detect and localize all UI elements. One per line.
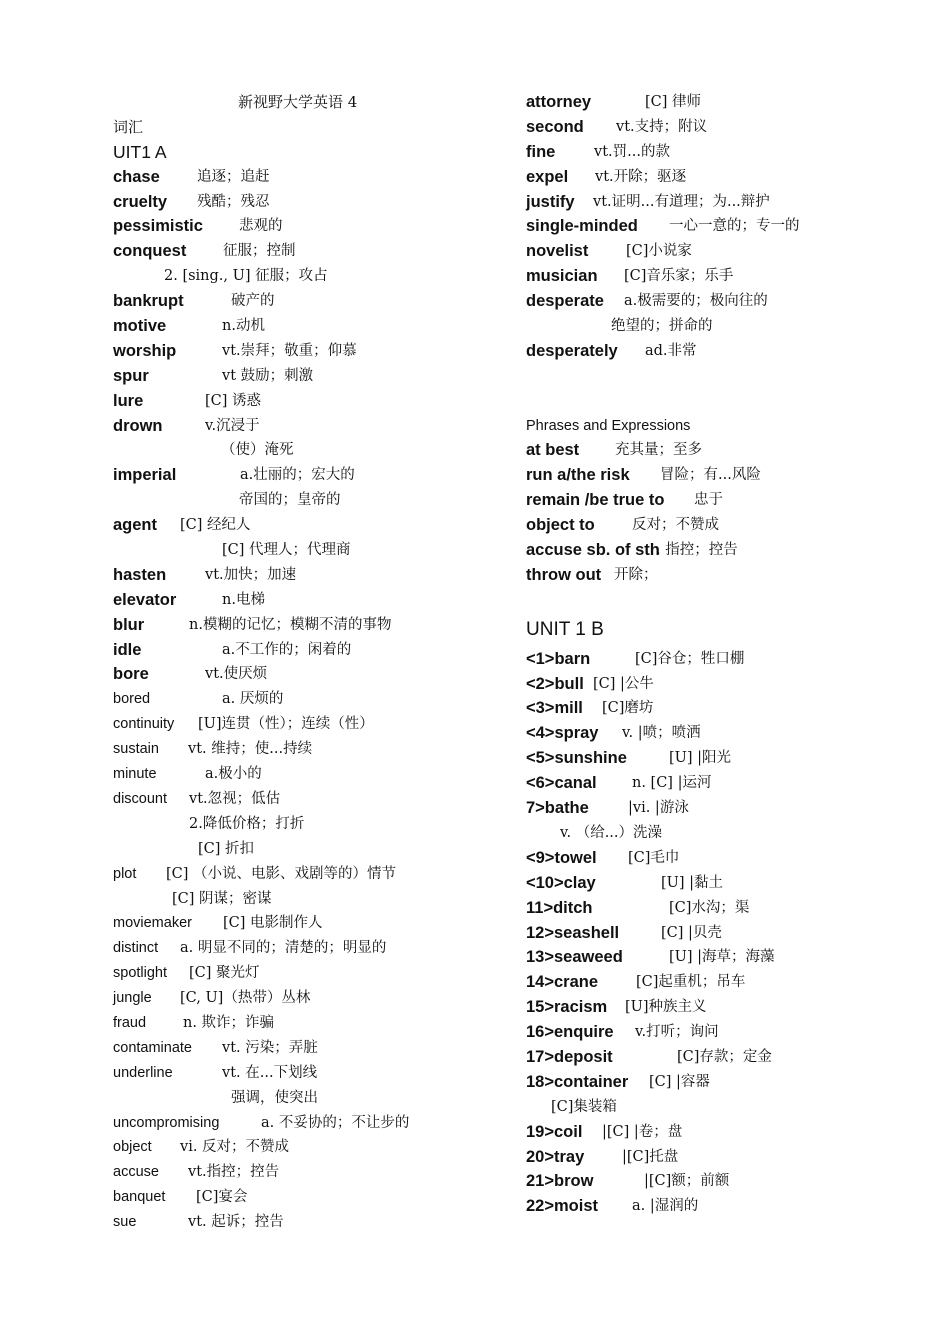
phrase-text: accuse sb. of sth [526,541,660,560]
entry-word: 13>seaweed [526,948,623,967]
entry-word: agent [113,516,158,535]
vocab-entry [113,214,493,239]
vocab-entry [113,762,493,787]
phrase-text: remain /be true to [526,491,665,510]
entry-word: distinct [113,940,159,957]
unit-label: UNIT 1 B [526,618,604,640]
entry-word: novelist [526,242,589,261]
unit-label: UIT1 A [113,141,167,162]
vocab-entry [526,846,926,871]
right-column [526,90,926,1219]
entry-definition: 悲观的 [239,218,283,235]
vocab-entry [113,389,493,414]
entry-word: <2>bull [526,674,584,693]
entry-definition: a. |湿润的 [632,1198,699,1215]
entry-definition: [C]宴会 [196,1189,248,1206]
entry-word: conquest [113,242,187,261]
vocab-entry [113,662,493,687]
entry-definition: vt.罚...的款 [594,143,670,160]
entry-word: object [113,1139,152,1156]
vocab-entry [526,1095,926,1120]
entry-definition: a.不工作的；闲着的 [222,641,352,658]
entry-definition: 绝望的；拼命的 [611,318,713,335]
entry-definition: vt. 起诉；控告 [188,1214,284,1231]
phrase-text: object to [526,516,595,535]
vocab-entry [113,712,493,737]
phrase-text: run a/the risk [526,466,630,485]
entry-definition: [U] |黏土 [661,874,724,891]
phrase-entry [526,538,926,563]
entry-word: fine [526,142,556,161]
vocab-entry [526,995,926,1020]
vocab-entry [526,647,926,672]
vocab-entry [526,239,926,264]
left-column [113,90,493,1235]
entry-word: underline [113,1064,173,1081]
vocab-entry [526,190,926,215]
entry-definition: [C]谷仓；牲口棚 [635,650,745,667]
entry-definition: ad.非常 [645,342,697,359]
entry-word: <4>spray [526,724,599,743]
entry-word: desperately [526,341,618,360]
entry-word: 14>crane [526,973,599,992]
entry-definition: [C] |公牛 [593,675,654,692]
entry-definition: [C] 律师 [645,94,702,110]
vocab-entry [113,1210,493,1235]
vocab-entry [113,812,493,837]
vocab-entry [113,438,493,463]
phrase-entry [526,488,926,513]
vocab-entry [113,1061,493,1086]
entry-definition: 征服；控制 [223,243,296,260]
phrase-entry [526,563,926,588]
entry-definition: n. [C] |运河 [632,775,712,792]
vocab-entry [526,339,926,364]
entry-definition: vt.指控；控告 [188,1164,280,1181]
entry-word: second [526,117,584,136]
vocab-entry [113,737,493,762]
entry-definition: vt.使厌烦 [205,666,268,683]
entry-word: spur [113,366,149,385]
entry-word: cruelty [113,192,168,211]
vocab-entry [113,414,493,439]
entry-definition: v.打听；询问 [635,1024,719,1041]
entry-word: sue [113,1214,137,1231]
entry-definition: 追逐；追赶 [197,168,270,185]
unit-heading [526,613,926,647]
entry-definition: v. （给...）洗澡 [560,824,663,841]
entry-definition: vi. 反对；不赞成 [180,1139,290,1156]
entry-definition: n. 欺诈；诈骗 [183,1014,275,1031]
entry-definition: [C]存款；定金 [677,1048,772,1065]
vocab-entry [113,190,493,215]
vocab-entry [526,896,926,921]
entry-word: chase [113,167,160,186]
entry-definition: [U] |海草；海藻 [669,949,775,966]
entry-word: motive [113,317,167,336]
spacer-line [113,90,493,115]
vocab-entry [113,588,493,613]
entry-word: justify [526,192,575,211]
entry-definition: vt. 维持；使...持续 [188,741,313,758]
vocab-entry [113,1185,493,1210]
vocab-entry [113,364,493,389]
vocab-entry [526,970,926,995]
vocab-entry [113,1135,493,1160]
entry-word: jungle [113,990,152,1007]
entry-definition: [C]起重机；吊车 [636,974,746,991]
entry-definition: vt. 在...下划线 [222,1064,318,1081]
phrases-heading [526,414,926,439]
vocab-entry [526,746,926,771]
vocab-entry [113,1111,493,1136]
vocab-entry [526,115,926,140]
entry-definition: [C] 诱惑 [205,392,262,409]
entry-word: elevator [113,590,177,609]
vocab-entry [526,921,926,946]
vocab-entry [526,140,926,165]
entry-definition: vt.崇拜；敬重；仰慕 [222,342,357,359]
vocab-entry [526,1120,926,1145]
page-title: 新视野大学英语 4 [238,93,358,111]
vocab-entry [526,165,926,190]
entry-definition: [C] |贝壳 [661,924,722,941]
entry-word: minute [113,766,157,783]
entry-word: worship [113,341,177,360]
vocab-entry [113,513,493,538]
entry-word: expel [526,167,569,186]
entry-definition: a. 明显不同的；清楚的；明显的 [180,940,387,957]
entry-definition: |[C] |卷；盘 [602,1123,683,1140]
entry-word: <6>canal [526,774,597,793]
entry-word: 17>deposit [526,1047,613,1066]
entry-definition: [C] 折扣 [198,840,255,857]
entry-definition: [C]小说家 [626,243,692,260]
entry-word: bankrupt [113,292,184,311]
vocab-entry [526,721,926,746]
vocab-entry [526,871,926,896]
vocab-entry [113,463,493,488]
entry-word: <1>barn [526,649,591,668]
entry-word: 21>brow [526,1172,594,1191]
phrase-definition: 反对；不赞成 [632,517,719,534]
entry-word: bore [113,665,149,684]
phrase-text: throw out [526,565,602,584]
vocab-entry [113,638,493,663]
vocab-entry [113,911,493,936]
entry-word: blur [113,615,145,634]
vocab-entry [113,1086,493,1111]
entry-word: <3>mill [526,699,583,718]
vocab-entry [526,771,926,796]
entry-word: plot [113,865,137,882]
vocab-entry [526,1070,926,1095]
vocab-entry [526,821,926,846]
entry-word: desperate [526,292,604,311]
entry-word: <10>clay [526,873,596,892]
entry-definition: |[C]额；前额 [644,1173,730,1190]
section-heading [113,115,493,140]
phrase-definition: 充其量；至多 [615,442,702,459]
entry-definition: n.模糊的记忆；模糊不清的事物 [189,616,392,633]
entry-word: idle [113,640,142,659]
entry-definition: a. 厌烦的 [222,691,284,708]
vocab-entry [113,887,493,912]
entry-definition: 2.降低价格；打折 [189,815,305,832]
vocab-entry [526,696,926,721]
entry-word: sustain [113,741,159,758]
vocab-entry [113,339,493,364]
entry-definition: 2. [sing., U] 征服；攻占 [164,268,328,285]
vocab-entry [113,289,493,314]
vocab-entry [113,613,493,638]
vocab-entry [113,862,493,887]
entry-definition: vt 鼓励；刺激 [222,367,314,384]
entry-definition: 破产的 [231,293,275,310]
entry-definition: [C] 电影制作人 [223,915,323,932]
vocab-entry [113,787,493,812]
entry-definition: [C] 聚光灯 [189,965,260,982]
entry-word: single-minded [526,217,638,236]
entry-definition: vt.开除；驱逐 [595,168,687,185]
entry-definition: v.沉浸于 [205,417,260,434]
entry-definition: [C] 经纪人 [180,517,251,534]
vocab-entry [526,672,926,697]
entry-word: 15>racism [526,998,608,1017]
entry-word: <5>sunshine [526,749,627,768]
entry-definition: [C] 阴谋；密谋 [172,890,272,907]
vocab-entry [113,239,493,264]
entry-definition: [C]磨坊 [602,700,654,717]
vocab-entry [526,289,926,314]
entry-word: banquet [113,1189,166,1206]
entry-word: 11>ditch [526,898,593,917]
entry-word: drown [113,416,163,435]
entry-definition: vt.证明...有道理；为...辩护 [593,193,770,210]
phrases-title: Phrases and Expressions [526,417,691,434]
phrase-definition: 开除； [614,566,658,583]
entry-definition: [U] |阳光 [669,750,732,767]
entry-word: discount [113,790,168,807]
vocab-entry [113,986,493,1011]
vocab-entry [526,945,926,970]
vocab-entry [113,488,493,513]
entry-definition: a.极需要的；极向往的 [624,293,768,310]
entry-definition: （使）淹死 [221,442,294,459]
entry-definition: n.电梯 [222,591,265,608]
phrase-entry [526,438,926,463]
phrase-entry [526,463,926,488]
entry-word: musician [526,267,598,286]
entry-definition: [U]种族主义 [625,999,707,1016]
vocab-entry [526,1020,926,1045]
phrase-text: at best [526,441,580,460]
entry-definition: 强调，使突出 [231,1089,318,1106]
vocab-entry [113,538,493,563]
entry-word: 20>tray [526,1147,585,1166]
entry-definition: n.动机 [222,318,265,335]
vocab-entry [113,1036,493,1061]
entry-word: uncompromising [113,1114,220,1131]
vocab-entry [526,1169,926,1194]
vocab-entry [526,1145,926,1170]
entry-definition: vt.加快；加速 [205,566,297,583]
spacer-line [526,364,926,389]
section-label: 词汇 [113,117,144,136]
entry-definition: a. 不妥协的；不让步的 [261,1114,410,1131]
vocab-entry [113,1160,493,1185]
entry-definition: 帝国的；皇帝的 [239,492,341,509]
spacer-line [526,389,926,414]
entry-word: <9>towel [526,848,597,867]
unit-heading [113,140,493,165]
vocab-entry [526,90,926,115]
vocab-entry [113,961,493,986]
entry-definition: [C] |容器 [649,1073,710,1090]
entry-definition: |vi. |游泳 [628,800,689,817]
entry-word: contaminate [113,1039,192,1056]
entry-word: spotlight [113,965,168,982]
entry-definition: vt.忽视；低估 [189,790,281,807]
entry-definition: [C] （小说、电影、戏剧等的）情节 [166,865,397,882]
entry-word: 16>enquire [526,1023,614,1042]
entry-definition: vt.支持；附议 [616,118,708,135]
entry-definition: [C] 代理人；代理商 [222,542,351,559]
entry-word: moviemaker [113,915,192,932]
vocab-entry [526,1194,926,1219]
entry-definition: [C]水沟；渠 [669,899,750,916]
entry-word: 18>container [526,1072,629,1091]
entry-definition: 残酷；残忍 [197,193,270,210]
entry-word: hasten [113,565,167,584]
entry-definition: |[C]托盘 [622,1148,679,1165]
phrase-entry [526,513,926,538]
entry-word: imperial [113,466,177,485]
vocab-entry [113,687,493,712]
vocab-entry [113,837,493,862]
vocab-entry [113,264,493,289]
spacer-line [526,588,926,613]
vocab-entry [526,214,926,239]
entry-word: attorney [526,93,592,111]
entry-word: bored [113,691,151,708]
entry-word: fraud [113,1014,147,1031]
entry-definition: [C, U]（热带）丛林 [180,990,311,1007]
entry-word: 19>coil [526,1122,583,1141]
entry-word: accuse [113,1164,159,1181]
vocab-entry [526,264,926,289]
vocab-entry [113,563,493,588]
vocab-entry [526,796,926,821]
entry-word: continuity [113,716,175,733]
entry-word: pessimistic [113,217,203,236]
entry-word: 12>seashell [526,923,620,942]
entry-definition: a.壮丽的；宏大的 [240,467,355,484]
entry-definition: a.极小的 [205,766,262,783]
phrase-definition: 冒险；有...风险 [660,467,761,484]
entry-definition: v. |喷；喷洒 [622,725,701,742]
vocab-entry [113,314,493,339]
entry-definition: [C]毛巾 [628,849,680,866]
vocab-entry [113,165,493,190]
entry-word: lure [113,391,144,410]
phrase-definition: . 指控；控告 [656,542,738,559]
entry-word: 7>bathe [526,799,589,818]
vocab-entry [526,314,926,339]
phrase-definition: 忠于 [694,492,723,509]
entry-definition: 一心一意的；专一的 [669,218,800,235]
entry-definition: [U]连贯（性）；连续（性） [198,716,374,733]
entry-definition: [C]集装箱 [551,1098,617,1115]
entry-word: 22>moist [526,1197,598,1216]
vocab-entry [526,1045,926,1070]
entry-definition: [C]音乐家；乐手 [624,268,734,285]
entry-definition: vt. 污染；弄脏 [222,1039,318,1056]
vocab-entry [113,1011,493,1036]
vocab-entry [113,936,493,961]
